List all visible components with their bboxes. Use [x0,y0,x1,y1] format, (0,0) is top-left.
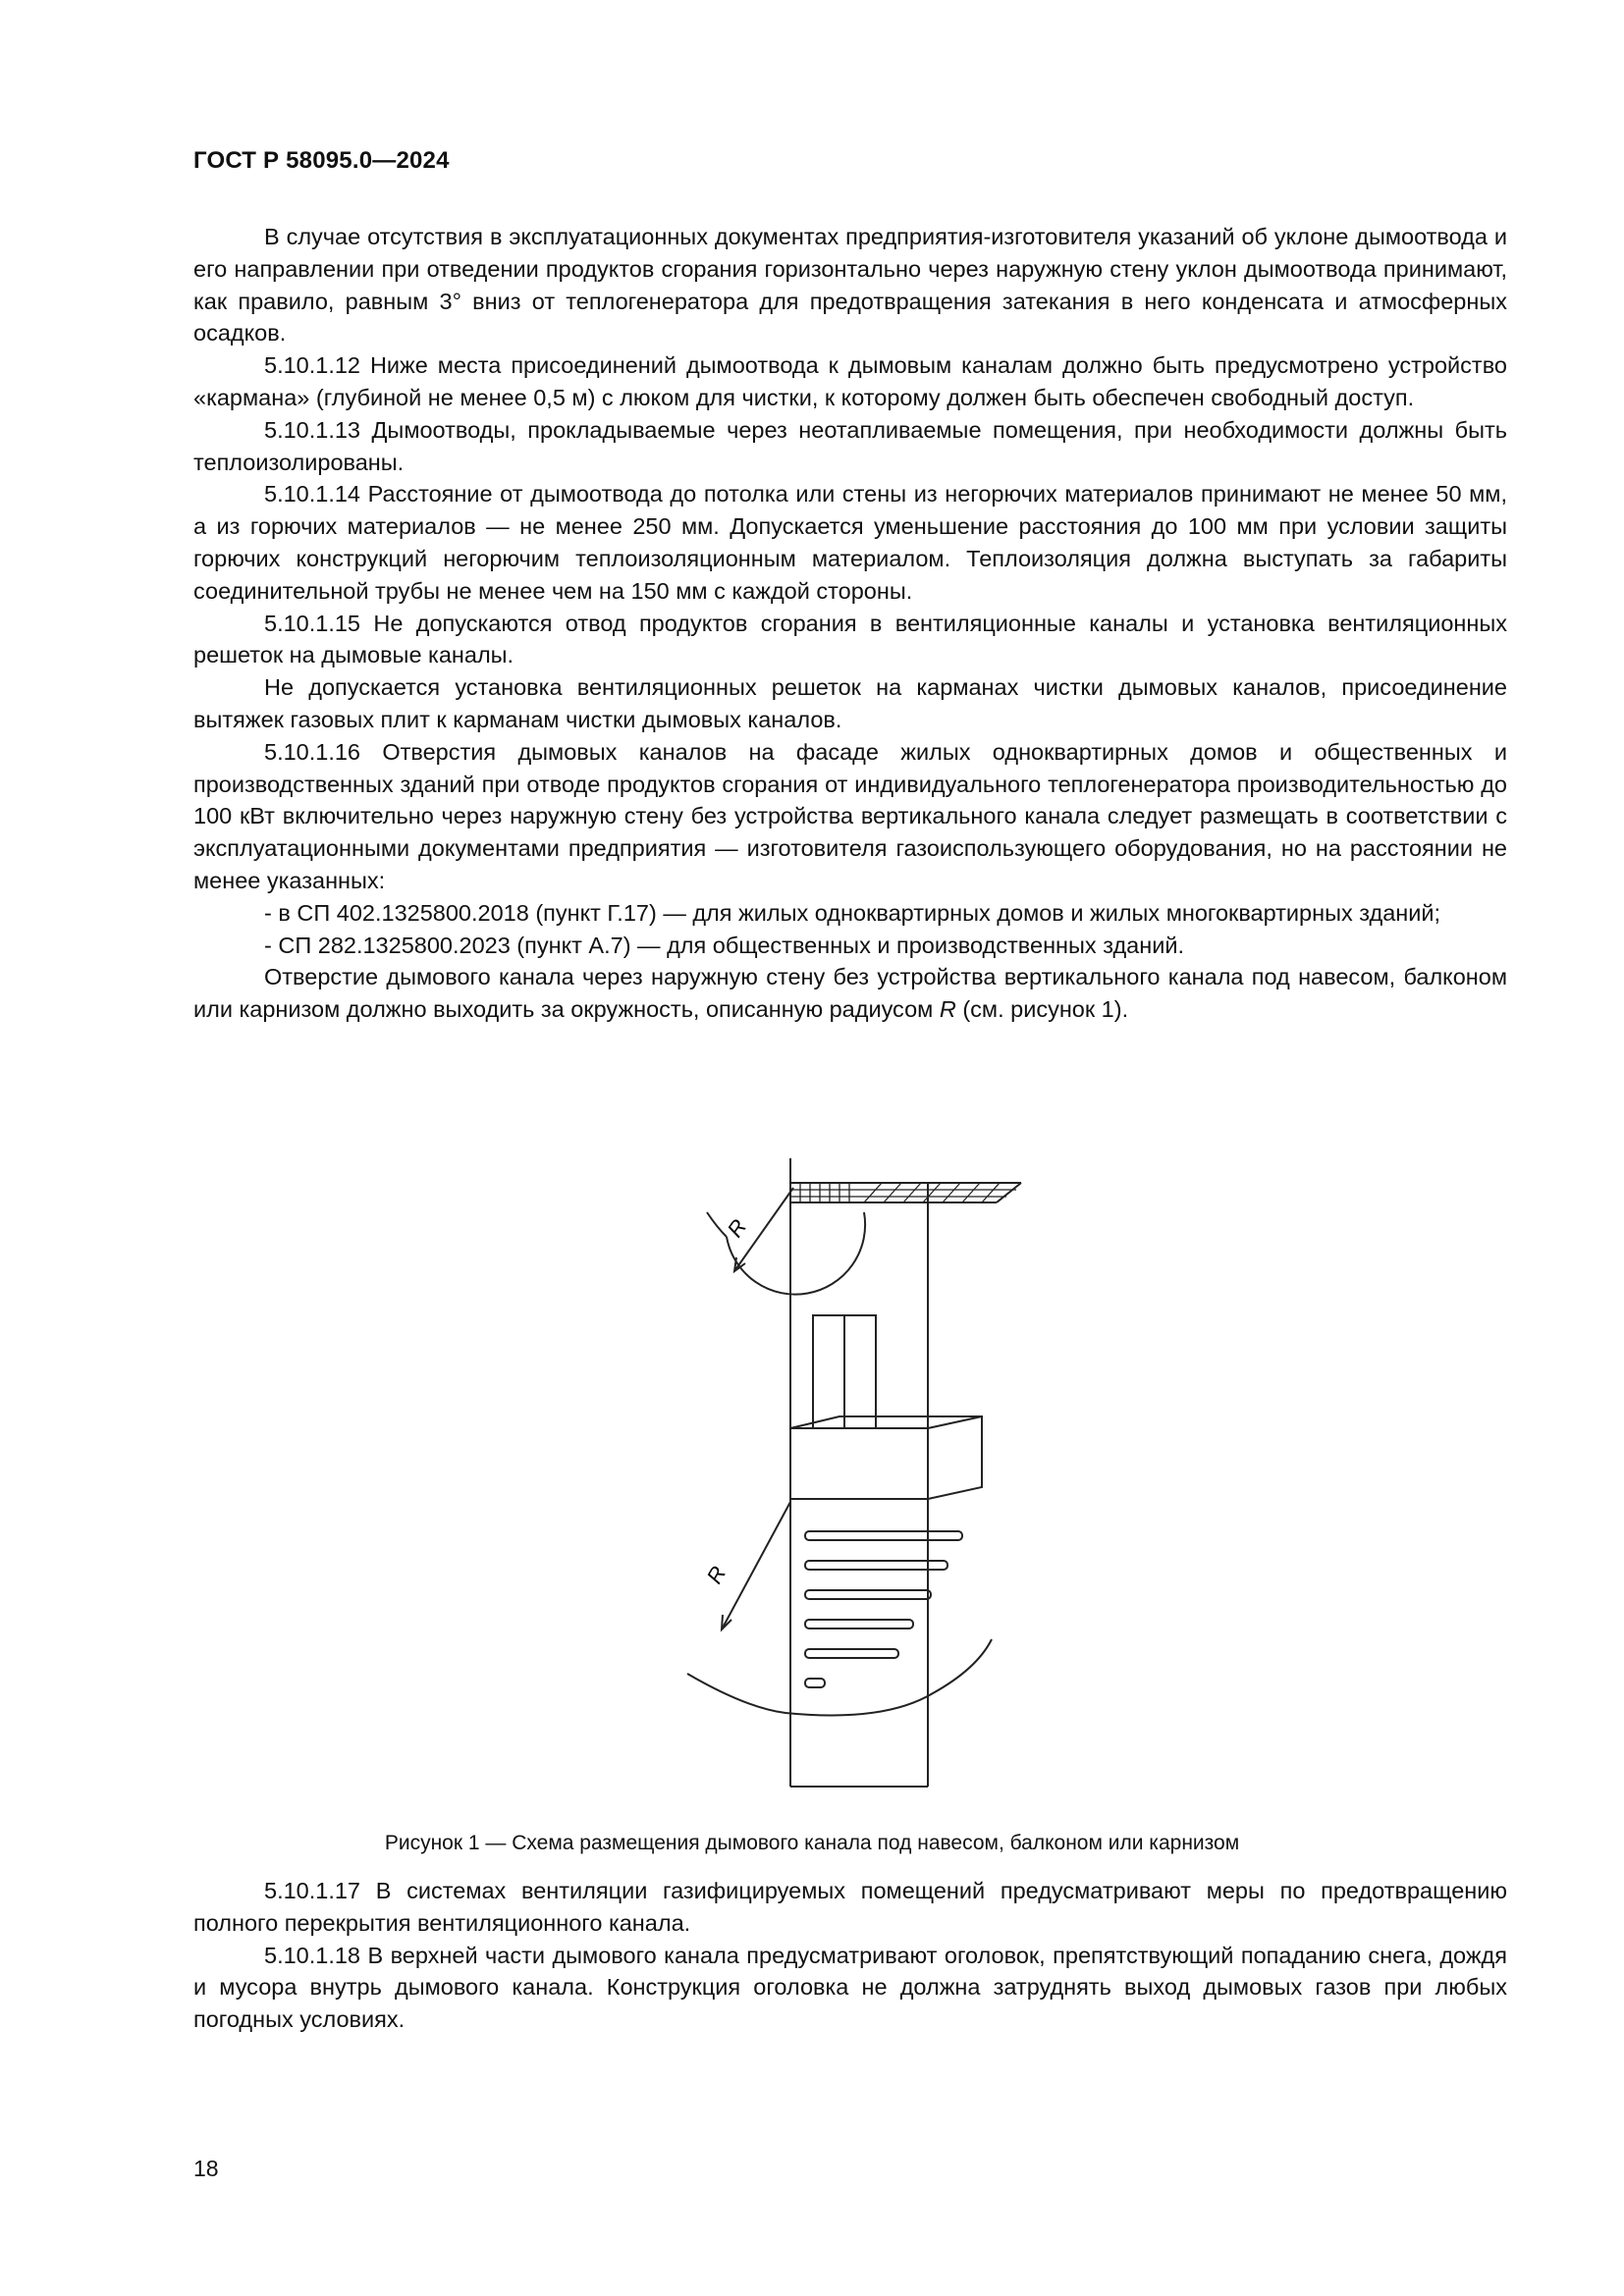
body-text-upper [193,221,1507,1026]
paragraph: 5.10.1.14 Расстояние от дымоотвода до потолка или стены из негорючих материалов принимают не менее 50 мм, а из горючих материалов — не менее 250 мм. Допускается уменьшение расстояния до 100 мм при условии защиты горючих конструкций негорючим теплоизоляционным материалом. Теплоизоляция должна выступать за габариты соединительной трубы не менее чем на 150 мм с каждой стороны. [193,481,1507,604]
radius-label-top: R [722,1214,752,1242]
document-header: ГОСТ Р 58095.0—2024 [193,147,450,174]
paragraph: 5.10.1.18 В верхней части дымового канала предусматривают оголовок, препятствующий попаданию снега, дождя и мусора внутрь дымового канала. Конструкция оголовка не должна затруднять выход дымовых газов при любых погодных условиях. [193,1942,1507,2033]
figure-1-diagram [628,1158,1080,1816]
balcony [790,1416,982,1499]
radius-arc-bottom [687,1639,992,1716]
paragraph: Не допускается установка вентиляционных решеток на карманах чистки дымовых каналов, присоединение вытяжек газовых плит к карманам чистки дымовых каналов. [193,674,1507,732]
paragraph-text: (см. рисунок 1). [955,996,1129,1023]
paragraph: 5.10.1.17 В системах вентиляции газифицируемых помещений предусматривают меры по предотвращению полного перекрытия вентиляционного канала. [193,1878,1507,1936]
body-text-lower [193,1875,1507,2036]
paragraph: 5.10.1.16 Отверстия дымовых каналов на фасаде жилых одноквартирных домов и общественных и производственных зданий при отводе продуктов сгорания от индивидуального теплогенератора производительностью до 100 кВт включительно через наружную стену без устройства вертикального канала следует размещать в соответствии с эксплуатационными документами предприятия — изготовителя газоиспользующего оборудования, но на расстоянии не менее указанных: [193,738,1507,893]
radius-symbol: R [939,996,956,1023]
paragraph: 5.10.1.13 Дымоотводы, прокладываемые через неотапливаемые помещения, при необходимости должны быть теплоизолированы. [193,416,1507,475]
paragraph-figure-reference [193,961,1507,1026]
list-item: - в СП 402.1325800.2018 (пункт Г.17) — для жилых одноквартирных домов и жилых многоквартирных зданий; [264,899,1441,926]
paragraph: 5.10.1.12 Ниже места присоединений дымоотвода к дымовым каналам должно быть предусмотрено устройство «кармана» (глубиной не менее 0,5 м) с люком для чистки, к которому должен быть обеспечен свободный доступ. [193,352,1507,410]
radius-line-bottom [722,1502,790,1629]
canopy [790,1183,1021,1202]
paragraph-text: Отверстие дымового канала через наружную стену без устройства вертикального канала под навесом, балконом или карнизом должно выходить за окружность, описанную радиусом [193,964,1507,1023]
figure-caption: Рисунок 1 — Схема размещения дымового канала под навесом, балконом или карнизом [384,1832,1240,1854]
list-item: - СП 282.1325800.2023 (пункт А.7) — для общественных и производственных зданий. [264,932,1184,958]
paragraph: В случае отсутствия в эксплуатационных документах предприятия-изготовителя указаний об уклоне дымоотвода и его направлении при отведении продуктов сгорания горизонтально через наружную стену уклон дымоотвода принимают, как правило, равным 3° вниз от теплогенератора для предотвращения затекания в него конденсата и атмосферных осадков. [193,224,1507,347]
radius-label-bottom: R [701,1562,731,1588]
vent-grille [805,1531,962,1687]
page-number: 18 [193,2156,219,2181]
paragraph: 5.10.1.15 Не допускаются отвод продуктов сгорания в вентиляционные каналы и установка вентиляционных решеток на дымовые каналы. [193,610,1507,668]
